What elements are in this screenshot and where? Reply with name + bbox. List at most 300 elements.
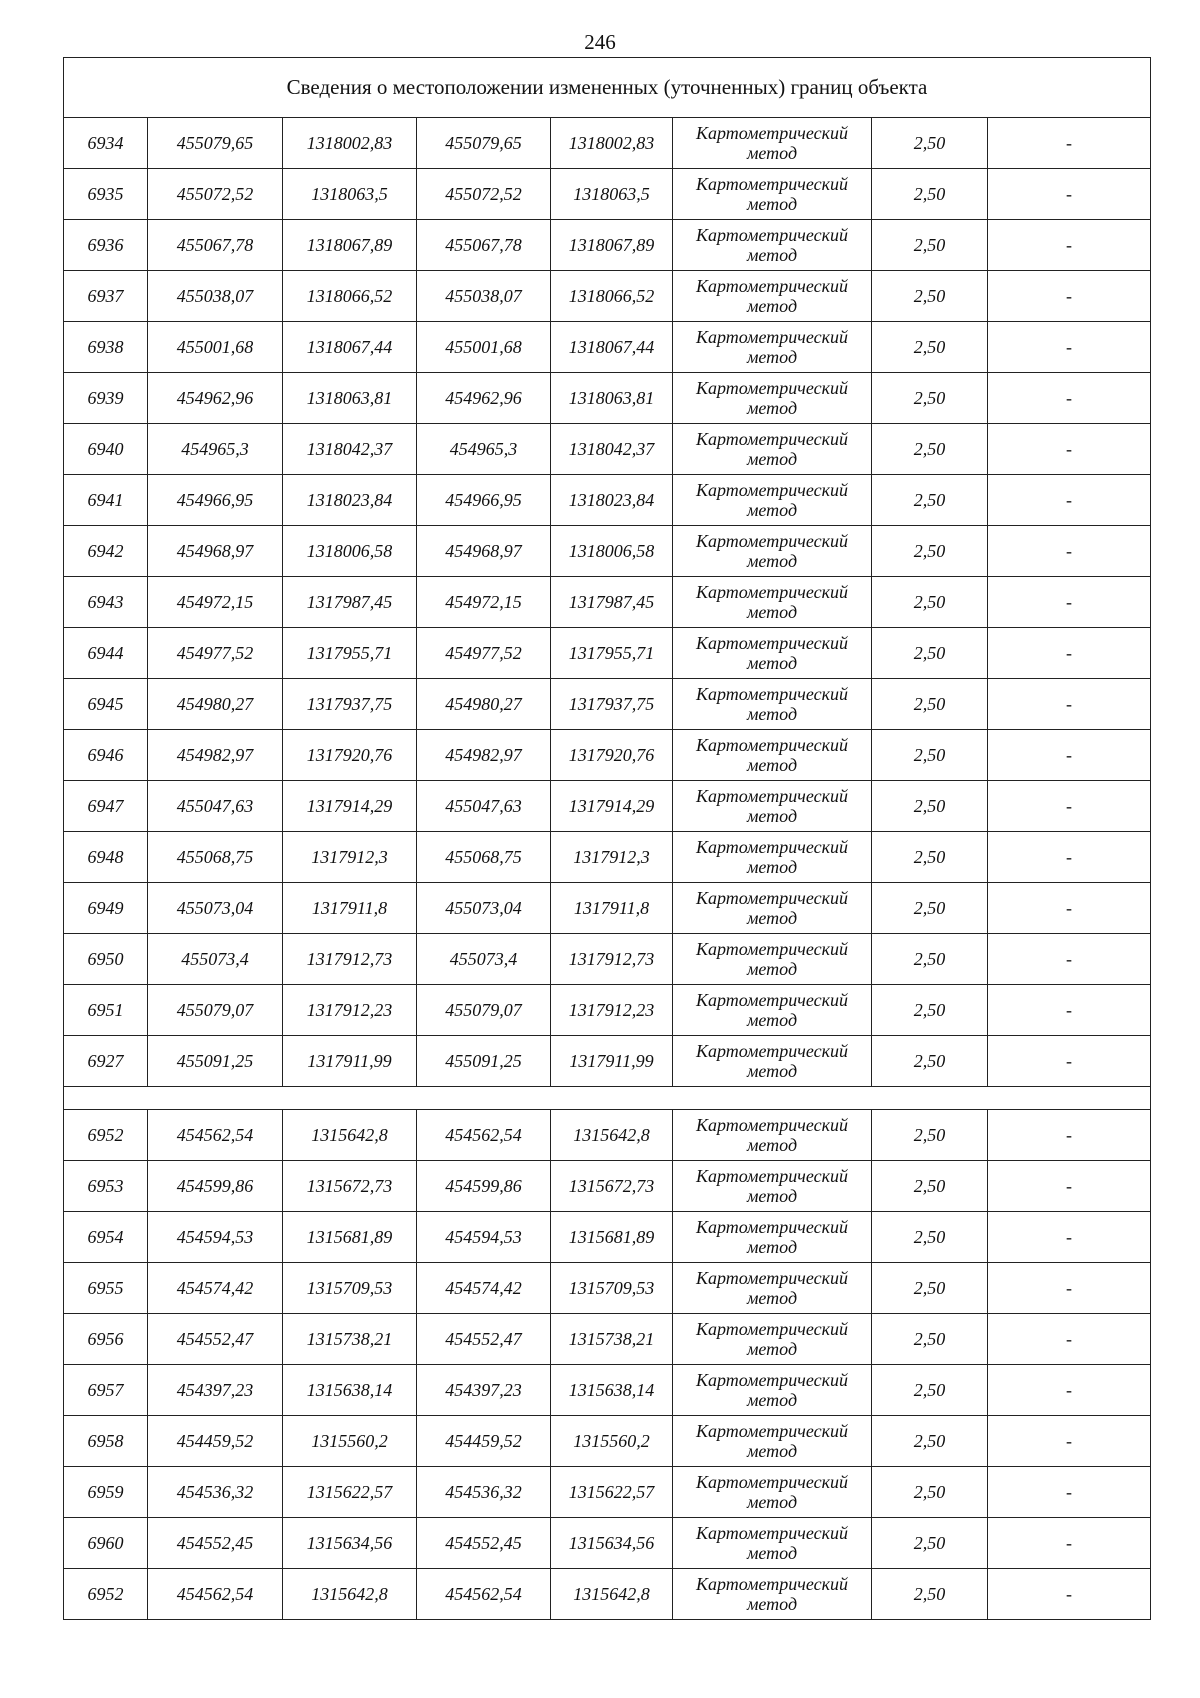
refined-y-cell: 1318006,58	[551, 526, 673, 577]
accuracy-cell: 2,50	[872, 1365, 988, 1416]
refined-y-cell: 1317920,76	[551, 730, 673, 781]
point-number-cell: 6943	[64, 577, 148, 628]
note-cell: -	[988, 934, 1151, 985]
method-text-line: Картометрический	[695, 786, 848, 806]
refined-y-cell: 1315622,57	[551, 1467, 673, 1518]
accuracy-cell: 2,50	[872, 1569, 988, 1620]
method-cell	[673, 424, 872, 475]
table-row	[64, 1416, 1151, 1467]
table-row	[64, 169, 1151, 220]
point-number-cell: 6948	[64, 832, 148, 883]
boundary-coordinates-table	[63, 57, 1151, 1620]
existing-y-cell: 1318063,81	[283, 373, 417, 424]
existing-y-cell: 1318006,58	[283, 526, 417, 577]
method-text-line: метод	[746, 857, 798, 877]
accuracy-cell: 2,50	[872, 985, 988, 1036]
accuracy-cell: 2,50	[872, 475, 988, 526]
point-number-cell: 6935	[64, 169, 148, 220]
existing-y-cell: 1317911,99	[283, 1036, 417, 1087]
existing-x-cell: 454552,47	[148, 1314, 283, 1365]
method-text-line: метод	[746, 398, 798, 418]
table-row	[64, 373, 1151, 424]
method-cell	[673, 169, 872, 220]
method-cell	[673, 1467, 872, 1518]
table-row	[64, 220, 1151, 271]
refined-y-cell: 1317912,73	[551, 934, 673, 985]
existing-x-cell: 454599,86	[148, 1161, 283, 1212]
table-row	[64, 730, 1151, 781]
refined-y-cell: 1317914,29	[551, 781, 673, 832]
existing-y-cell: 1315681,89	[283, 1212, 417, 1263]
method-text-line: Картометрический	[695, 1472, 848, 1492]
existing-y-cell: 1317955,71	[283, 628, 417, 679]
note-cell: -	[988, 1518, 1151, 1569]
existing-x-cell: 455001,68	[148, 322, 283, 373]
existing-x-cell: 454459,52	[148, 1416, 283, 1467]
method-text-line: Картометрический	[695, 837, 848, 857]
existing-x-cell: 455072,52	[148, 169, 283, 220]
existing-y-cell: 1317937,75	[283, 679, 417, 730]
refined-y-cell: 1318066,52	[551, 271, 673, 322]
method-text-line: метод	[746, 1186, 798, 1206]
refined-x-cell: 455068,75	[417, 832, 551, 883]
existing-x-cell: 454965,3	[148, 424, 283, 475]
note-cell: -	[988, 832, 1151, 883]
existing-x-cell: 454574,42	[148, 1263, 283, 1314]
method-text-line: метод	[746, 143, 798, 163]
method-cell	[673, 1161, 872, 1212]
existing-x-cell: 455079,65	[148, 118, 283, 169]
method-text-line: метод	[746, 755, 798, 775]
method-cell	[673, 730, 872, 781]
accuracy-cell: 2,50	[872, 628, 988, 679]
method-cell	[673, 220, 872, 271]
existing-x-cell: 454594,53	[148, 1212, 283, 1263]
point-number-cell: 6952	[64, 1569, 148, 1620]
method-text-line: метод	[746, 1390, 798, 1410]
note-cell: -	[988, 322, 1151, 373]
note-cell: -	[988, 1110, 1151, 1161]
method-text-line: Картометрический	[695, 1166, 848, 1186]
method-text-line: метод	[746, 1492, 798, 1512]
method-cell	[673, 1416, 872, 1467]
table-row	[64, 322, 1151, 373]
existing-x-cell: 454972,15	[148, 577, 283, 628]
existing-x-cell: 455073,4	[148, 934, 283, 985]
table-row	[64, 1314, 1151, 1365]
existing-y-cell: 1315738,21	[283, 1314, 417, 1365]
method-text-line: Картометрический	[695, 1421, 848, 1441]
refined-y-cell: 1315709,53	[551, 1263, 673, 1314]
refined-x-cell: 455079,07	[417, 985, 551, 1036]
accuracy-cell: 2,50	[872, 730, 988, 781]
method-text-line: метод	[746, 1441, 798, 1461]
refined-y-cell: 1317912,3	[551, 832, 673, 883]
existing-y-cell: 1318042,37	[283, 424, 417, 475]
method-text-line: Картометрический	[695, 939, 848, 959]
note-cell: -	[988, 475, 1151, 526]
method-text-line: метод	[746, 1237, 798, 1257]
table-title-row	[64, 58, 1151, 118]
refined-x-cell: 455047,63	[417, 781, 551, 832]
note-cell: -	[988, 985, 1151, 1036]
refined-y-cell: 1315638,14	[551, 1365, 673, 1416]
accuracy-cell: 2,50	[872, 934, 988, 985]
refined-x-cell: 454977,52	[417, 628, 551, 679]
method-text-line: Картометрический	[695, 735, 848, 755]
refined-x-cell: 455001,68	[417, 322, 551, 373]
accuracy-cell: 2,50	[872, 577, 988, 628]
method-text-line: Картометрический	[695, 1574, 848, 1594]
existing-x-cell: 455067,78	[148, 220, 283, 271]
method-cell	[673, 1263, 872, 1314]
table-row	[64, 118, 1151, 169]
point-number-cell: 6960	[64, 1518, 148, 1569]
point-number-cell: 6950	[64, 934, 148, 985]
refined-y-cell: 1318042,37	[551, 424, 673, 475]
note-cell: -	[988, 373, 1151, 424]
method-cell	[673, 1314, 872, 1365]
note-cell: -	[988, 730, 1151, 781]
refined-y-cell: 1318002,83	[551, 118, 673, 169]
method-text-line: метод	[746, 1010, 798, 1030]
method-text-line: Картометрический	[695, 1268, 848, 1288]
existing-y-cell: 1317914,29	[283, 781, 417, 832]
point-number-cell: 6946	[64, 730, 148, 781]
method-text-line: метод	[746, 704, 798, 724]
note-cell: -	[988, 526, 1151, 577]
note-cell: -	[988, 1569, 1151, 1620]
existing-y-cell: 1315638,14	[283, 1365, 417, 1416]
table-row	[64, 1212, 1151, 1263]
refined-x-cell: 454562,54	[417, 1569, 551, 1620]
refined-x-cell: 454599,86	[417, 1161, 551, 1212]
method-text-line: метод	[746, 602, 798, 622]
accuracy-cell: 2,50	[872, 883, 988, 934]
method-text-line: Картометрический	[695, 1523, 848, 1543]
note-cell: -	[988, 220, 1151, 271]
existing-x-cell: 455068,75	[148, 832, 283, 883]
refined-y-cell: 1317911,8	[551, 883, 673, 934]
point-number-cell: 6954	[64, 1212, 148, 1263]
refined-y-cell: 1318063,81	[551, 373, 673, 424]
method-text-line: метод	[746, 1543, 798, 1563]
existing-x-cell: 454968,97	[148, 526, 283, 577]
accuracy-cell: 2,50	[872, 1518, 988, 1569]
method-text-line: Картометрический	[695, 1217, 848, 1237]
method-cell	[673, 118, 872, 169]
method-cell	[673, 628, 872, 679]
method-text-line: метод	[746, 1061, 798, 1081]
note-cell: -	[988, 679, 1151, 730]
accuracy-cell: 2,50	[872, 424, 988, 475]
table-row	[64, 934, 1151, 985]
refined-x-cell: 454968,97	[417, 526, 551, 577]
refined-y-cell: 1318063,5	[551, 169, 673, 220]
table-row	[64, 1263, 1151, 1314]
method-text-line: Картометрический	[695, 1319, 848, 1339]
refined-x-cell: 455073,4	[417, 934, 551, 985]
section-separator-row	[64, 1087, 1151, 1110]
refined-x-cell: 455079,65	[417, 118, 551, 169]
existing-x-cell: 454977,52	[148, 628, 283, 679]
refined-y-cell: 1315681,89	[551, 1212, 673, 1263]
method-cell	[673, 526, 872, 577]
table-row	[64, 1036, 1151, 1087]
point-number-cell: 6940	[64, 424, 148, 475]
existing-y-cell: 1318023,84	[283, 475, 417, 526]
table-row	[64, 1569, 1151, 1620]
refined-x-cell: 454594,53	[417, 1212, 551, 1263]
accuracy-cell: 2,50	[872, 271, 988, 322]
refined-x-cell: 454536,32	[417, 1467, 551, 1518]
point-number-cell: 6934	[64, 118, 148, 169]
refined-y-cell: 1315642,8	[551, 1110, 673, 1161]
refined-x-cell: 455067,78	[417, 220, 551, 271]
method-cell	[673, 1110, 872, 1161]
method-cell	[673, 475, 872, 526]
refined-x-cell: 454972,15	[417, 577, 551, 628]
accuracy-cell: 2,50	[872, 679, 988, 730]
method-text-line: Картометрический	[695, 990, 848, 1010]
existing-x-cell: 454397,23	[148, 1365, 283, 1416]
refined-x-cell: 454552,47	[417, 1314, 551, 1365]
existing-x-cell: 455073,04	[148, 883, 283, 934]
table-title: Сведения о местоположении измененных (уточненных) границ объекта	[64, 58, 1151, 118]
note-cell: -	[988, 1365, 1151, 1416]
table-row	[64, 985, 1151, 1036]
point-number-cell: 6938	[64, 322, 148, 373]
method-text-line: метод	[746, 908, 798, 928]
refined-y-cell: 1315642,8	[551, 1569, 673, 1620]
refined-y-cell: 1317987,45	[551, 577, 673, 628]
method-cell	[673, 985, 872, 1036]
method-text-line: Картометрический	[695, 480, 848, 500]
point-number-cell: 6959	[64, 1467, 148, 1518]
existing-x-cell: 455038,07	[148, 271, 283, 322]
method-text-line: метод	[746, 806, 798, 826]
note-cell: -	[988, 577, 1151, 628]
refined-y-cell: 1315672,73	[551, 1161, 673, 1212]
existing-y-cell: 1317911,8	[283, 883, 417, 934]
method-cell	[673, 1518, 872, 1569]
method-text-line: метод	[746, 194, 798, 214]
existing-y-cell: 1315709,53	[283, 1263, 417, 1314]
point-number-cell: 6958	[64, 1416, 148, 1467]
method-text-line: Картометрический	[695, 174, 848, 194]
point-number-cell: 6942	[64, 526, 148, 577]
table-body	[64, 58, 1151, 1620]
existing-y-cell: 1318067,89	[283, 220, 417, 271]
table-row	[64, 475, 1151, 526]
refined-x-cell: 455091,25	[417, 1036, 551, 1087]
table-row	[64, 424, 1151, 475]
existing-y-cell: 1317912,23	[283, 985, 417, 1036]
refined-x-cell: 455073,04	[417, 883, 551, 934]
method-text-line: Картометрический	[695, 1370, 848, 1390]
table-row	[64, 679, 1151, 730]
method-cell	[673, 1036, 872, 1087]
accuracy-cell: 2,50	[872, 1036, 988, 1087]
existing-y-cell: 1317920,76	[283, 730, 417, 781]
point-number-cell: 6936	[64, 220, 148, 271]
note-cell: -	[988, 1263, 1151, 1314]
existing-y-cell: 1318067,44	[283, 322, 417, 373]
note-cell: -	[988, 781, 1151, 832]
method-text-line: метод	[746, 1288, 798, 1308]
accuracy-cell: 2,50	[872, 1314, 988, 1365]
method-text-line: Картометрический	[695, 276, 848, 296]
note-cell: -	[988, 1314, 1151, 1365]
accuracy-cell: 2,50	[872, 1467, 988, 1518]
accuracy-cell: 2,50	[872, 1161, 988, 1212]
existing-x-cell: 454562,54	[148, 1110, 283, 1161]
accuracy-cell: 2,50	[872, 118, 988, 169]
refined-y-cell: 1317912,23	[551, 985, 673, 1036]
refined-x-cell: 454459,52	[417, 1416, 551, 1467]
existing-y-cell: 1318063,5	[283, 169, 417, 220]
method-cell	[673, 883, 872, 934]
existing-x-cell: 454962,96	[148, 373, 283, 424]
accuracy-cell: 2,50	[872, 1212, 988, 1263]
refined-x-cell: 454562,54	[417, 1110, 551, 1161]
table-row	[64, 271, 1151, 322]
note-cell: -	[988, 1036, 1151, 1087]
method-text-line: Картометрический	[695, 633, 848, 653]
method-text-line: метод	[746, 296, 798, 316]
method-text-line: метод	[746, 1135, 798, 1155]
method-text-line: метод	[746, 1594, 798, 1614]
existing-x-cell: 454966,95	[148, 475, 283, 526]
existing-y-cell: 1318066,52	[283, 271, 417, 322]
point-number-cell: 6951	[64, 985, 148, 1036]
method-text-line: Картометрический	[695, 582, 848, 602]
refined-x-cell: 454966,95	[417, 475, 551, 526]
existing-y-cell: 1317987,45	[283, 577, 417, 628]
method-text-line: метод	[746, 551, 798, 571]
accuracy-cell: 2,50	[872, 322, 988, 373]
accuracy-cell: 2,50	[872, 1110, 988, 1161]
accuracy-cell: 2,50	[872, 832, 988, 883]
method-cell	[673, 271, 872, 322]
page-number: 246	[584, 30, 616, 54]
refined-y-cell: 1317937,75	[551, 679, 673, 730]
method-text-line: Картометрический	[695, 684, 848, 704]
table-row	[64, 832, 1151, 883]
table-row	[64, 1110, 1151, 1161]
point-number-cell: 6952	[64, 1110, 148, 1161]
method-text-line: метод	[746, 449, 798, 469]
accuracy-cell: 2,50	[872, 220, 988, 271]
method-cell	[673, 934, 872, 985]
section-separator-cell	[64, 1087, 1151, 1110]
method-cell	[673, 577, 872, 628]
method-text-line: Картометрический	[695, 1115, 848, 1135]
note-cell: -	[988, 271, 1151, 322]
accuracy-cell: 2,50	[872, 526, 988, 577]
point-number-cell: 6947	[64, 781, 148, 832]
existing-y-cell: 1315672,73	[283, 1161, 417, 1212]
method-text-line: Картометрический	[695, 327, 848, 347]
existing-y-cell: 1317912,3	[283, 832, 417, 883]
refined-x-cell: 454965,3	[417, 424, 551, 475]
accuracy-cell: 2,50	[872, 1263, 988, 1314]
note-cell: -	[988, 1416, 1151, 1467]
existing-y-cell: 1317912,73	[283, 934, 417, 985]
existing-y-cell: 1315642,8	[283, 1569, 417, 1620]
note-cell: -	[988, 169, 1151, 220]
point-number-cell: 6953	[64, 1161, 148, 1212]
method-text-line: метод	[746, 347, 798, 367]
method-text-line: Картометрический	[695, 888, 848, 908]
accuracy-cell: 2,50	[872, 1416, 988, 1467]
method-cell	[673, 679, 872, 730]
refined-y-cell: 1315634,56	[551, 1518, 673, 1569]
table-row	[64, 1518, 1151, 1569]
method-cell	[673, 781, 872, 832]
refined-y-cell: 1317911,99	[551, 1036, 673, 1087]
refined-y-cell: 1318067,44	[551, 322, 673, 373]
point-number-cell: 6939	[64, 373, 148, 424]
accuracy-cell: 2,50	[872, 169, 988, 220]
note-cell: -	[988, 883, 1151, 934]
refined-y-cell: 1318023,84	[551, 475, 673, 526]
method-text-line: метод	[746, 245, 798, 265]
refined-y-cell: 1315560,2	[551, 1416, 673, 1467]
point-number-cell: 6941	[64, 475, 148, 526]
point-number-cell: 6937	[64, 271, 148, 322]
point-number-cell: 6945	[64, 679, 148, 730]
method-cell	[673, 1569, 872, 1620]
refined-x-cell: 454552,45	[417, 1518, 551, 1569]
note-cell: -	[988, 1161, 1151, 1212]
point-number-cell: 6927	[64, 1036, 148, 1087]
existing-x-cell: 455091,25	[148, 1036, 283, 1087]
table-row	[64, 883, 1151, 934]
table-row	[64, 628, 1151, 679]
method-text-line: метод	[746, 1339, 798, 1359]
table-row	[64, 1467, 1151, 1518]
method-text-line: Картометрический	[695, 1041, 848, 1061]
method-text-line: Картометрический	[695, 378, 848, 398]
table-row	[64, 526, 1151, 577]
point-number-cell: 6955	[64, 1263, 148, 1314]
point-number-cell: 6956	[64, 1314, 148, 1365]
existing-y-cell: 1315642,8	[283, 1110, 417, 1161]
method-cell	[673, 1365, 872, 1416]
existing-y-cell: 1318002,83	[283, 118, 417, 169]
refined-y-cell: 1317955,71	[551, 628, 673, 679]
note-cell: -	[988, 424, 1151, 475]
point-number-cell: 6949	[64, 883, 148, 934]
refined-x-cell: 455038,07	[417, 271, 551, 322]
method-cell	[673, 832, 872, 883]
existing-x-cell: 454536,32	[148, 1467, 283, 1518]
point-number-cell: 6957	[64, 1365, 148, 1416]
method-text-line: Картометрический	[695, 429, 848, 449]
existing-x-cell: 455047,63	[148, 781, 283, 832]
method-cell	[673, 322, 872, 373]
refined-x-cell: 454574,42	[417, 1263, 551, 1314]
method-text-line: метод	[746, 500, 798, 520]
accuracy-cell: 2,50	[872, 373, 988, 424]
refined-x-cell: 454982,97	[417, 730, 551, 781]
table-row	[64, 781, 1151, 832]
table-row	[64, 1161, 1151, 1212]
existing-y-cell: 1315560,2	[283, 1416, 417, 1467]
refined-y-cell: 1318067,89	[551, 220, 673, 271]
existing-x-cell: 454980,27	[148, 679, 283, 730]
